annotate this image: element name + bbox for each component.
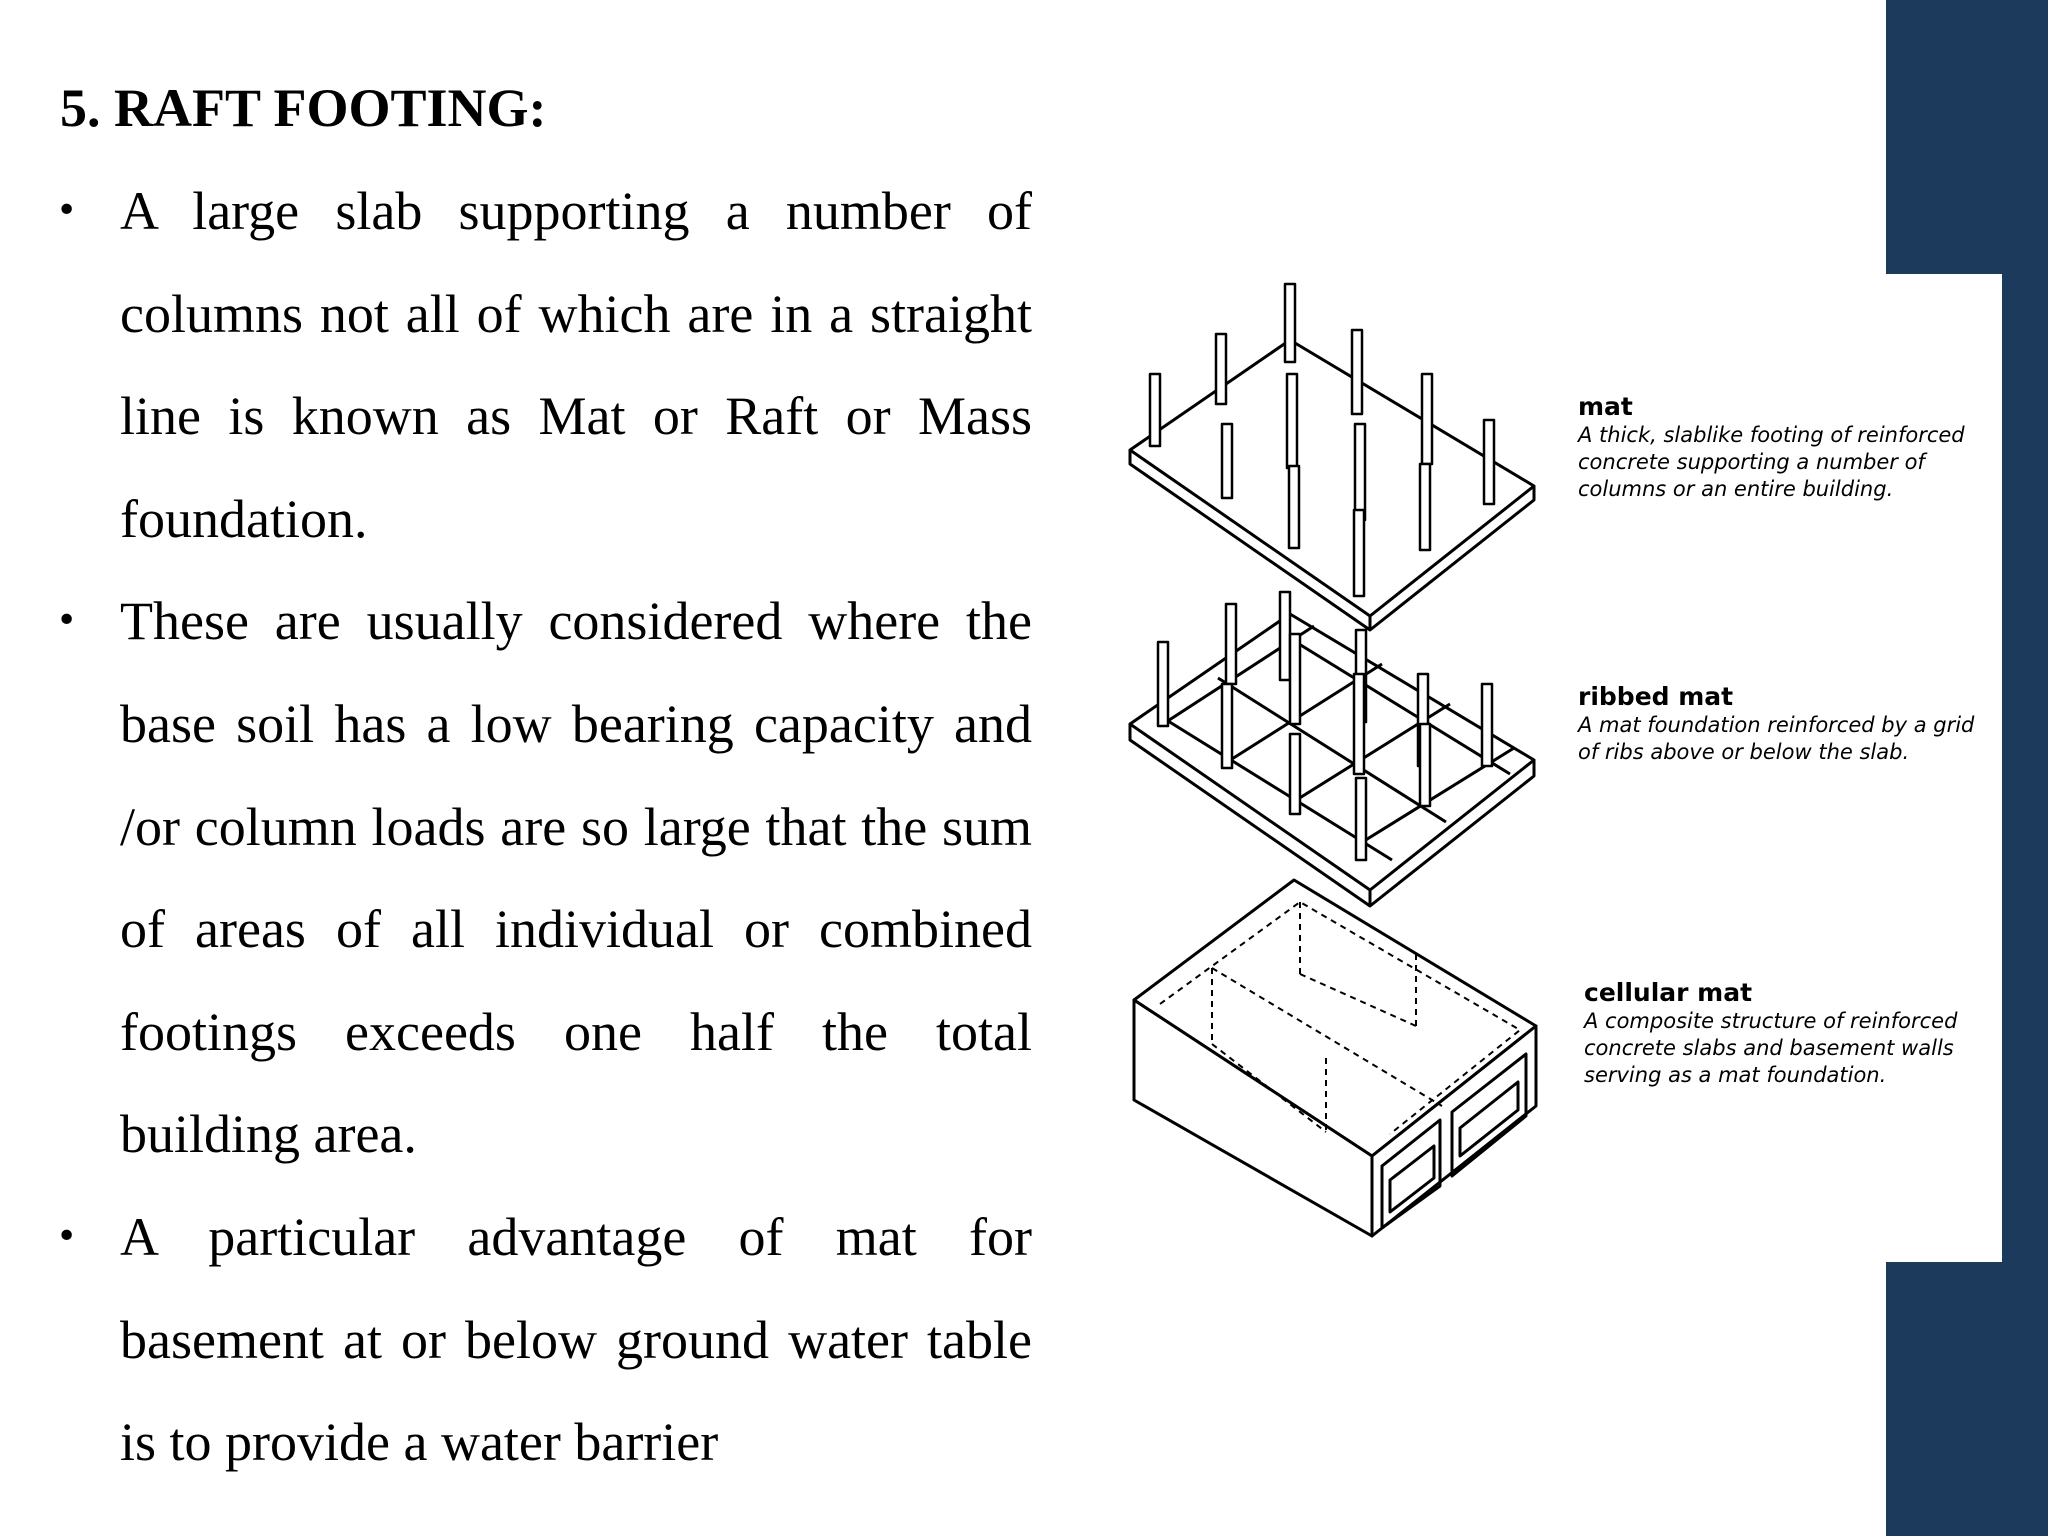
cellular-mat-illustration: [1134, 880, 1536, 1236]
bullet-dot: •: [56, 1215, 78, 1257]
bullet-text: A particular advantage of mat for basement at or below ground water table is to provide a water barrier: [120, 1206, 1032, 1473]
caption-mat: [1578, 392, 1998, 503]
caption-ribbed-mat: [1578, 682, 1978, 766]
caption-mat-text: A thick, slablike footing of reinforced concrete supporting a number of columns or an entire building.: [1578, 423, 1965, 501]
bullet-text: A large slab supporting a number of columns not all of which are in a straight line is known as Mat or Raft or Mass foundation.: [120, 181, 1032, 549]
ribbed-mat-illustration: [1130, 592, 1534, 906]
caption-cellular-mat-text: A composite structure of reinforced concrete slabs and basement walls serving as a mat foundation.: [1584, 1009, 1958, 1087]
caption-ribbed-mat-text: A mat foundation reinforced by a grid of ribs above or below the slab.: [1578, 713, 1975, 764]
caption-cellular-mat: [1584, 978, 1998, 1089]
bullet-text: These are usually considered where the base soil has a low bearing capacity and /or column loads are so large that the sum of areas of all individual or combined footings exceeds one half the total building area.: [120, 591, 1032, 1165]
bullet-dot: •: [56, 190, 78, 231]
mat-illustration: [1130, 284, 1534, 630]
bullet-item: [56, 160, 1032, 570]
bullet-item: [56, 1186, 1032, 1494]
bullet-item: [56, 570, 1032, 1186]
caption-mat-title: mat: [1578, 392, 1633, 421]
slide-title: 5. RAFT FOOTING:: [60, 78, 547, 138]
caption-cellular-mat-title: cellular mat: [1584, 978, 1753, 1007]
bullet-list: [56, 160, 1032, 1494]
caption-ribbed-mat-title: ribbed mat: [1578, 682, 1734, 711]
bullet-dot: •: [56, 600, 78, 642]
